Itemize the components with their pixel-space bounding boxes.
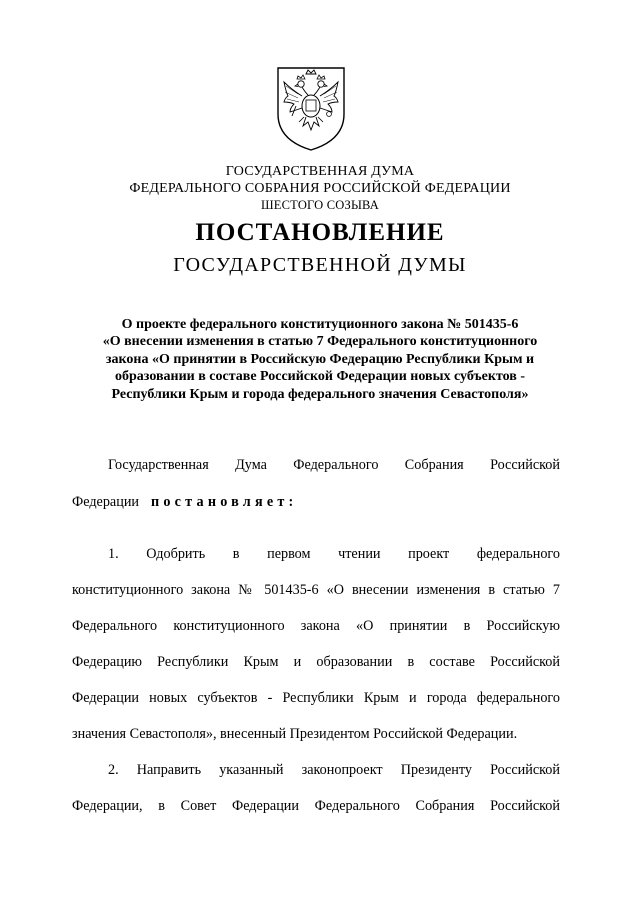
item-1-line: Федерацию Республики Крым и образовании в составе Российской: [72, 654, 560, 670]
topic-line: «О внесении изменения в статью 7 Федерального конституционного: [102, 334, 538, 349]
header-line-1: ГОСУДАРСТВЕННАЯ ДУМА: [225, 164, 415, 179]
preamble-text: Федерации: [72, 494, 140, 510]
item-1-line: конституционного закона № 501435-6 «О внесении изменения в статью 7: [72, 582, 560, 598]
item-2-line: Федерации, в Совет Федерации Федерального Собрания Российской: [72, 798, 560, 814]
document-title: ПОСТАНОВЛЕНИЕ: [195, 219, 445, 246]
topic-line: закона «О принятии в Российскую Федерацию Республики Крым и: [105, 352, 535, 367]
header-line-3: ШЕСТОГО СОЗЫВА: [260, 198, 380, 212]
topic-line: Республики Крым и города федерального значения Севастополя»: [111, 387, 529, 402]
topic-line: образовании в составе Российской Федерации новых субъектов -: [114, 369, 526, 384]
item-1-line: значения Севастополя», внесенный Президентом Российской Федерации.: [72, 726, 518, 742]
decision-verb: постановляет:: [151, 494, 298, 510]
russian-coat-of-arms-icon: [270, 62, 352, 154]
item-1-line: Федерального конституционного закона «О принятии в Российскую: [72, 618, 560, 634]
preamble-line: Государственная Дума Федерального Собрания Российской: [108, 457, 560, 473]
item-1-line: Федерации новых субъектов - Республики Крым и города федерального: [72, 690, 560, 706]
preamble-decision-line: [72, 494, 560, 511]
item-1-line: 1. Одобрить в первом чтении проект федерального: [108, 546, 560, 562]
header-line-2: ФЕДЕРАЛЬНОГО СОБРАНИЯ РОССИЙСКОЙ ФЕДЕРАЦИИ: [129, 181, 511, 196]
document-subtitle: ГОСУДАРСТВЕННОЙ ДУМЫ: [173, 254, 467, 276]
item-2-line: 2. Направить указанный законопроект Президенту Российской: [108, 762, 560, 778]
topic-line: О проекте федерального конституционного закона № 501435-6: [121, 317, 519, 332]
